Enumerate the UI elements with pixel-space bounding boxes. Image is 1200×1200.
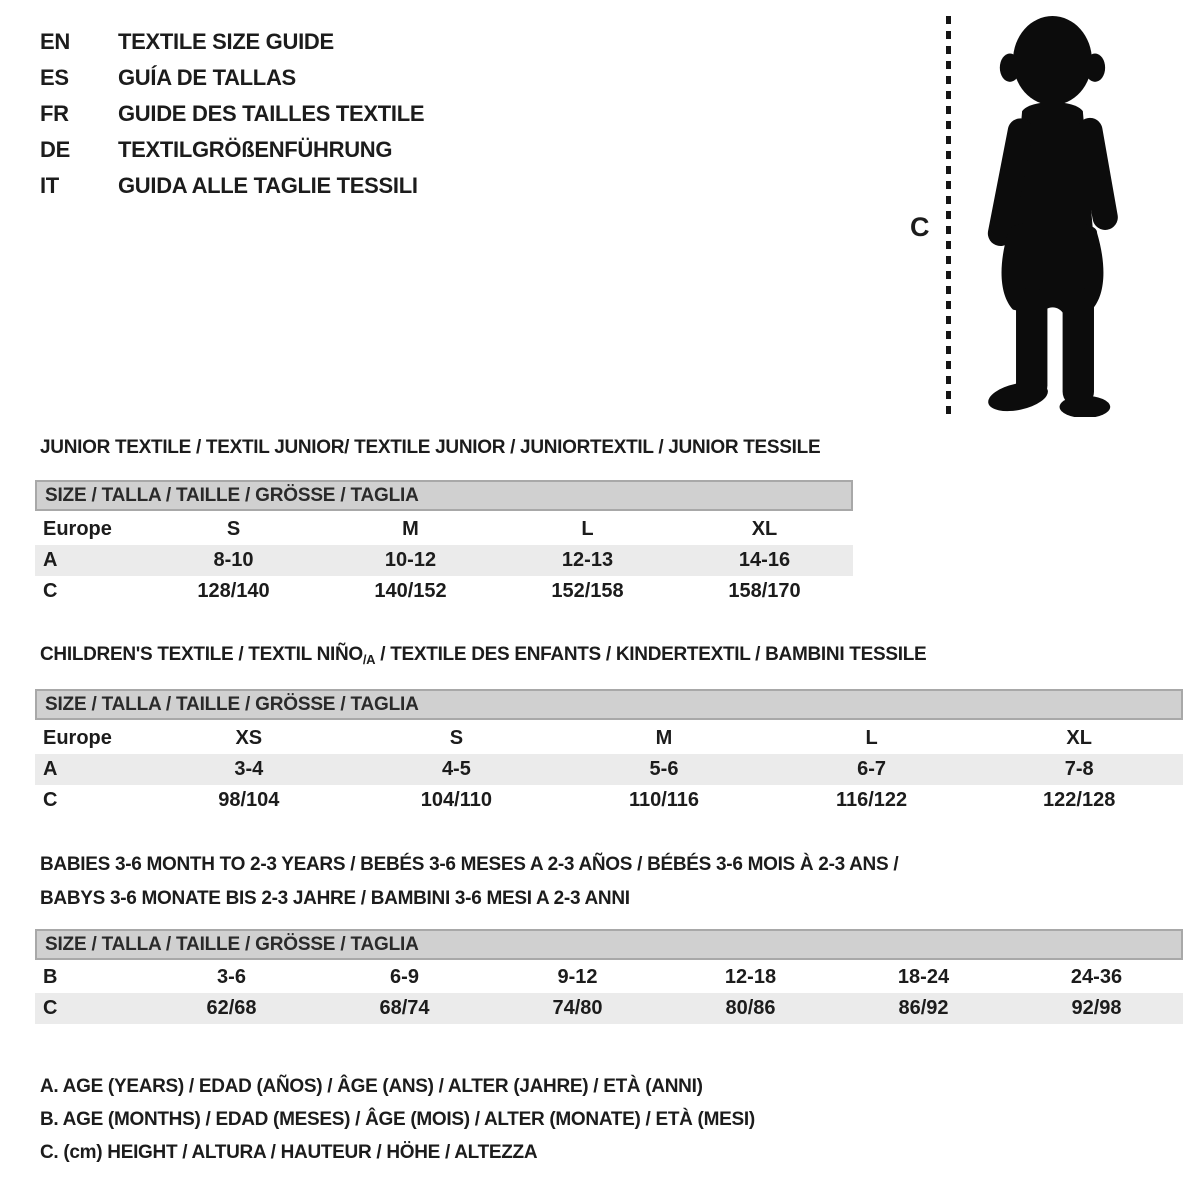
size-cell: L bbox=[865, 727, 878, 749]
size-cell: XL bbox=[751, 518, 778, 540]
language-code: ES bbox=[40, 65, 69, 90]
section-title-children bbox=[40, 643, 926, 671]
height-cell: 86/92 bbox=[898, 997, 949, 1019]
height-cell: 110/116 bbox=[628, 789, 700, 811]
language-title: GUIDA ALLE TAGLIE TESSILI bbox=[118, 173, 418, 198]
size-cell: M bbox=[402, 518, 419, 540]
age-cell: 8-10 bbox=[213, 549, 254, 571]
language-code: IT bbox=[40, 173, 59, 198]
row-label: Europe bbox=[43, 727, 112, 749]
age-months-cell: 6-9 bbox=[390, 966, 419, 988]
language-title: GUIDE DES TAILLES TEXTILE bbox=[118, 101, 425, 126]
height-measure-label: C bbox=[910, 212, 930, 242]
table-junior bbox=[35, 514, 853, 607]
language-row-it bbox=[40, 168, 424, 204]
age-months-cell: 24-36 bbox=[1070, 966, 1123, 988]
height-cell: 74/80 bbox=[552, 997, 603, 1019]
age-cell: 3-4 bbox=[234, 758, 264, 780]
size-cell: S bbox=[449, 727, 464, 749]
size-cell: XS bbox=[235, 727, 263, 749]
height-cell: 62/68 bbox=[206, 997, 257, 1019]
age-months-cell: 18-24 bbox=[897, 966, 950, 988]
measurement-legend bbox=[40, 1070, 755, 1169]
table-row bbox=[35, 962, 1183, 993]
size-cell: L bbox=[581, 518, 594, 540]
language-row-es bbox=[40, 60, 424, 96]
section-title-line2: BABYS 3-6 MONATE BIS 2-3 JAHRE / BAMBINI 3-6 MESI A 2-3 ANNI bbox=[40, 888, 630, 909]
table-row bbox=[35, 723, 1183, 754]
age-cell: 6-7 bbox=[857, 758, 887, 780]
row-label: C bbox=[43, 580, 58, 602]
age-months-cell: 9-12 bbox=[557, 966, 598, 988]
row-label: B bbox=[43, 966, 58, 988]
height-cell: 140/152 bbox=[374, 580, 447, 602]
height-cell: 152/158 bbox=[551, 580, 624, 602]
size-header-label: SIZE / TALLA / TAILLE / GRÖSSE / TAGLIA bbox=[45, 933, 419, 955]
language-row-de bbox=[40, 132, 424, 168]
legend-line-c: C. (cm) HEIGHT / ALTURA / HAUTEUR / HÖHE / ALTEZZA bbox=[40, 1142, 538, 1163]
section-title-line1: BABIES 3-6 MONTH TO 2-3 YEARS / BEBÉS 3-6 MESES A 2-3 AÑOS / BÉBÉS 3-6 MOIS À 2-3 ANS / bbox=[40, 854, 899, 875]
age-cell: 10-12 bbox=[384, 549, 437, 571]
age-cell: 4-5 bbox=[441, 758, 471, 780]
language-row-en bbox=[40, 24, 424, 60]
height-measure-dashed-line bbox=[946, 16, 951, 420]
age-cell: 14-16 bbox=[738, 549, 791, 571]
age-cell: 12-13 bbox=[561, 549, 614, 571]
table-row bbox=[35, 785, 1183, 816]
language-code: FR bbox=[40, 101, 69, 126]
language-title: GUÍA DE TALLAS bbox=[118, 65, 296, 90]
language-row-fr bbox=[40, 96, 424, 132]
size-cell: S bbox=[226, 518, 241, 540]
size-header-label: SIZE / TALLA / TAILLE / GRÖSSE / TAGLIA bbox=[45, 484, 419, 506]
table-row bbox=[35, 514, 853, 545]
height-cell: 128/140 bbox=[197, 580, 270, 602]
section-title-part: CHILDREN'S TEXTILE / TEXTIL NIÑO bbox=[40, 644, 363, 665]
table-children bbox=[35, 723, 1183, 816]
table-babies bbox=[35, 962, 1183, 1024]
size-header-bar-children bbox=[35, 689, 1183, 720]
height-cell: 122/128 bbox=[1043, 789, 1116, 811]
section-title-junior: JUNIOR TEXTILE / TEXTIL JUNIOR/ TEXTILE JUNIOR / JUNIORTEXTIL / JUNIOR TESSILE bbox=[40, 437, 821, 458]
language-title: TEXTILE SIZE GUIDE bbox=[118, 29, 334, 54]
table-row bbox=[35, 576, 853, 607]
toddler-silhouette-icon bbox=[962, 12, 1147, 417]
size-header-label: SIZE / TALLA / TAILLE / GRÖSSE / TAGLIA bbox=[45, 693, 419, 715]
legend-line-b: B. AGE (MONTHS) / EDAD (MESES) / ÂGE (MOIS) / ALTER (MONATE) / ETÀ (MESI) bbox=[40, 1109, 755, 1130]
height-cell: 158/170 bbox=[728, 580, 801, 602]
size-header-bar-junior bbox=[35, 480, 853, 511]
language-code: DE bbox=[40, 137, 70, 162]
size-cell: XL bbox=[1066, 727, 1092, 749]
height-cell: 80/86 bbox=[725, 997, 776, 1019]
legend-line-a: A. AGE (YEARS) / EDAD (AÑOS) / ÂGE (ANS) / ALTER (JAHRE) / ETÀ (ANNI) bbox=[40, 1076, 703, 1097]
row-label: C bbox=[43, 789, 58, 811]
size-header-bar-babies bbox=[35, 929, 1183, 960]
height-cell: 98/104 bbox=[218, 789, 280, 811]
table-row bbox=[35, 545, 853, 576]
language-list bbox=[40, 24, 424, 204]
section-title-subscript: /A bbox=[362, 652, 376, 667]
row-label: A bbox=[43, 758, 58, 780]
height-cell: 68/74 bbox=[379, 997, 430, 1019]
section-title-part: / TEXTILE DES ENFANTS / KINDERTEXTIL / BAMBINI TESSILE bbox=[375, 644, 927, 665]
table-row bbox=[35, 754, 1183, 785]
age-months-cell: 3-6 bbox=[217, 966, 246, 988]
height-cell: 104/110 bbox=[420, 789, 492, 811]
row-label: Europe bbox=[43, 518, 112, 540]
height-cell: 116/122 bbox=[835, 789, 908, 811]
language-title: TEXTILGRÖßENFÜHRUNG bbox=[118, 137, 393, 162]
age-cell: 7-8 bbox=[1064, 758, 1094, 780]
section-title-babies bbox=[40, 848, 898, 916]
row-label: C bbox=[43, 997, 58, 1019]
row-label: A bbox=[43, 549, 58, 571]
height-cell: 92/98 bbox=[1071, 997, 1122, 1019]
language-code: EN bbox=[40, 29, 70, 54]
age-cell: 5-6 bbox=[649, 758, 679, 780]
age-months-cell: 12-18 bbox=[724, 966, 777, 988]
table-row bbox=[35, 993, 1183, 1024]
size-cell: M bbox=[655, 727, 673, 749]
